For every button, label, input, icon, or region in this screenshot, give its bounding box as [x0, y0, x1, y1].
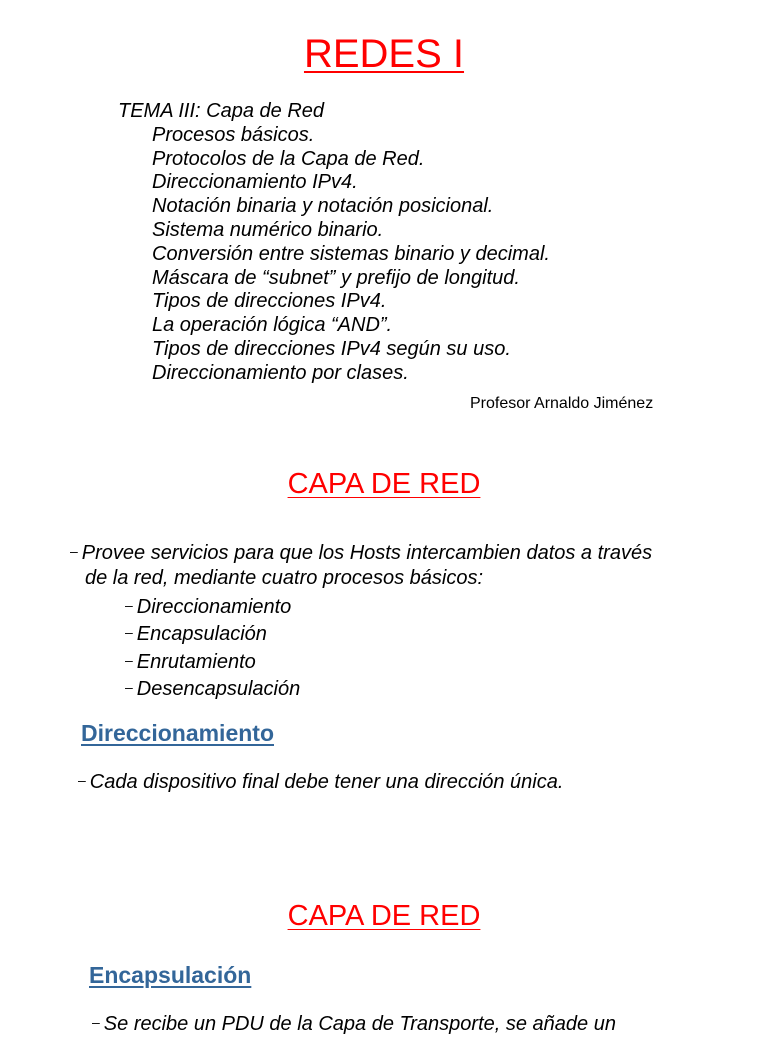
process-item [125, 674, 300, 703]
intro-bullet-continuation [85, 565, 483, 592]
process-item [125, 619, 267, 648]
topic-item: Conversión entre sistemas binario y decimal. [152, 242, 550, 265]
section-title: CAPA DE RED [287, 900, 481, 932]
topic-item: La operación lógica “AND”. [152, 314, 393, 337]
dash-bullet-icon: – [125, 597, 133, 613]
process-label: Direccionamiento [136, 596, 292, 618]
intro-bullet [70, 538, 652, 567]
topic-list [118, 100, 550, 386]
process-label: Enrutamiento [136, 651, 256, 673]
dash-bullet-icon: – [125, 679, 133, 695]
professor-name: Profesor Arnaldo Jiménez [470, 395, 654, 412]
intro-text-line2: de la red, mediante cuatro procesos básicos: [85, 567, 483, 589]
dash-bullet-icon: – [125, 652, 133, 668]
sub-bullet [78, 767, 563, 796]
subheading-direccionamiento: Direccionamiento [81, 720, 274, 746]
subheading-encapsulacion: Encapsulación [89, 962, 252, 988]
topic-item: Protocolos de la Capa de Red. [152, 147, 425, 170]
partial-bullet-text: Se recibe un PDU de la Capa de Transporte, se añade un [103, 1013, 616, 1035]
document-title: REDES I [303, 32, 465, 76]
process-item [125, 647, 256, 676]
dash-bullet-icon: – [78, 772, 86, 788]
process-item [125, 592, 291, 621]
intro-text-line1: Provee servicios para que los Hosts intercambien datos a través [81, 542, 653, 564]
topic-item: Direccionamiento por clases. [152, 361, 409, 384]
topic-item: Procesos básicos. [152, 123, 315, 146]
topic-heading: TEMA III: Capa de Red [118, 100, 325, 122]
dash-bullet-icon: – [92, 1014, 100, 1030]
topic-item: Direccionamiento IPv4. [152, 171, 358, 194]
section-title: CAPA DE RED [287, 468, 481, 500]
topic-item: Sistema numérico binario. [152, 218, 384, 241]
topic-item: Tipos de direcciones IPv4. [152, 290, 387, 313]
sub-bullet-text: Cada dispositivo final debe tener una dirección única. [89, 771, 564, 793]
dash-bullet-icon: – [70, 543, 78, 559]
topic-item: Máscara de “subnet” y prefijo de longitud. [152, 266, 520, 289]
topic-item: Tipos de direcciones IPv4 según su uso. [152, 337, 511, 360]
process-label: Desencapsulación [136, 678, 301, 700]
dash-bullet-icon: – [125, 624, 133, 640]
topic-item: Notación binaria y notación posicional. [152, 195, 494, 218]
process-label: Encapsulación [136, 623, 267, 645]
